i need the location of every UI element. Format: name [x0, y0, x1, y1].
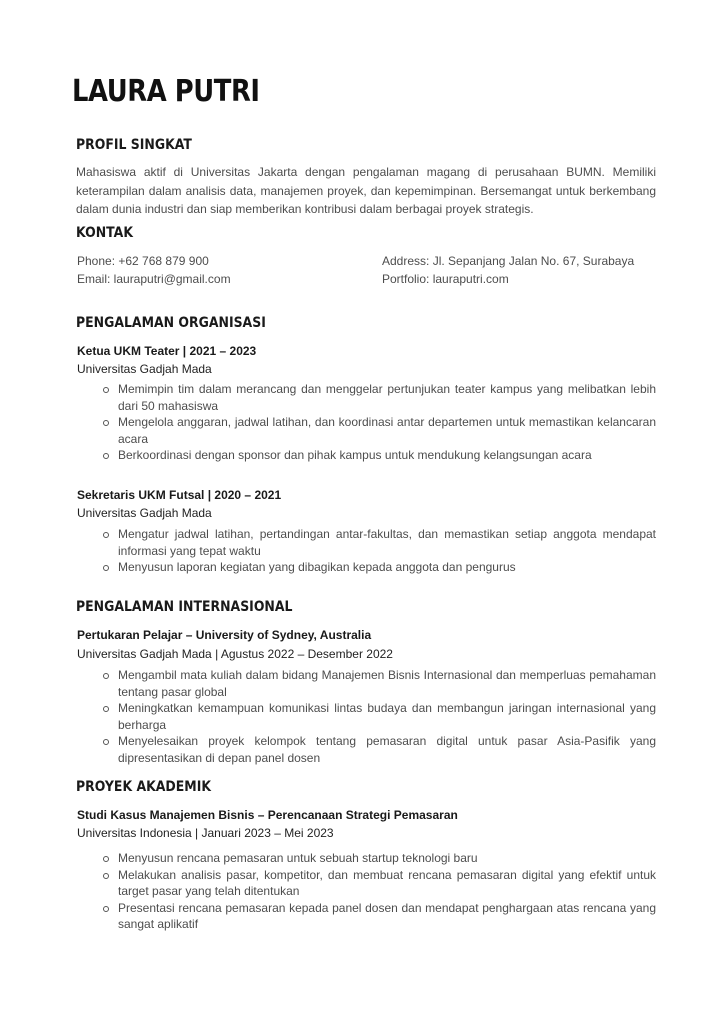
bullet-item: Mengatur jadwal latihan, pertandingan antar-fakultas, dan memastikan setiap anggota mendapat informasi yang tepat waktu — [100, 526, 656, 559]
entry-role: Ketua UKM Teater | 2021 – 2023 — [77, 344, 257, 358]
entry-organization: Universitas Gadjah Mada — [77, 506, 212, 520]
entry-bullets — [100, 381, 656, 464]
bullet-item: Presentasi rencana pemasaran kepada panel dosen dan mendapat penghargaan atas rencana yang sangat aplikatif — [100, 900, 656, 933]
entry-role: Pertukaran Pelajar – University of Sydney, Australia — [77, 628, 372, 642]
profile-heading: PROFIL SINGKAT — [76, 137, 192, 153]
bullet-item: Berkoordinasi dengan sponsor dan pihak kampus untuk mendukung kelangsungan acara — [100, 447, 656, 464]
candidate-name: LAURA PUTRI — [72, 74, 260, 109]
bullet-item: Menyelesaikan proyek kelompok tentang pemasaran digital untuk pasar Asia-Pasifik yang dipresentasikan di depan panel dosen — [100, 733, 656, 766]
entry-organization: Universitas Gadjah Mada — [77, 362, 212, 376]
contact-portfolio[interactable]: Portfolio: lauraputri.com — [382, 272, 509, 286]
bullet-item: Mengelola anggaran, jadwal latihan, dan koordinasi antar departemen untuk memastikan kelancaran acara — [100, 414, 656, 447]
bullet-item: Melakukan analisis pasar, kompetitor, dan membuat rencana pemasaran digital yang efektif untuk target pasar yang telah ditentukan — [100, 867, 656, 900]
contact-email[interactable]: Email: lauraputri@gmail.com — [77, 272, 231, 286]
profile-text: Mahasiswa aktif di Universitas Jakarta dengan pengalaman magang di perusahaan BUMN. Memiliki keterampilan dalam analisis data, manajemen proyek, dan kepemimpinan. Bersemangat untuk berkembang dalam dunia industri dan siap memberikan kontribusi dalam berbagai proyek strategis. — [76, 165, 656, 216]
entry-organization: Universitas Gadjah Mada | Agustus 2022 – Desember 2022 — [77, 647, 393, 661]
organization-heading: PENGALAMAN ORGANISASI — [76, 315, 266, 331]
bullet-item: Menyusun laporan kegiatan yang dibagikan kepada anggota dan pengurus — [100, 559, 656, 576]
entry-bullets — [100, 667, 656, 766]
bullet-item: Memimpin tim dalam merancang dan menggelar pertunjukan teater kampus yang melibatkan lebih dari 50 mahasiswa — [100, 381, 656, 414]
entry-organization: Universitas Indonesia | Januari 2023 – Mei 2023 — [77, 826, 334, 840]
entry-bullets — [100, 526, 656, 576]
contact-address: Address: Jl. Sepanjang Jalan No. 67, Surabaya — [382, 254, 635, 268]
entry-role: Sekretaris UKM Futsal | 2020 – 2021 — [77, 488, 282, 502]
international-heading: PENGALAMAN INTERNASIONAL — [76, 599, 293, 615]
entry-bullets — [100, 850, 656, 933]
bullet-item: Menyusun rencana pemasaran untuk sebuah startup teknologi baru — [100, 850, 656, 867]
contact-phone: Phone: +62 768 879 900 — [77, 254, 209, 268]
projects-heading: PROYEK AKADEMIK — [76, 779, 212, 795]
contact-heading: KONTAK — [76, 225, 134, 241]
bullet-item: Mengambil mata kuliah dalam bidang Manajemen Bisnis Internasional dan memperluas pemahaman tentang pasar global — [100, 667, 656, 700]
entry-role: Studi Kasus Manajemen Bisnis – Perencanaan Strategi Pemasaran — [77, 808, 458, 822]
bullet-item: Meningkatkan kemampuan komunikasi lintas budaya dan membangun jaringan internasional yang berharga — [100, 700, 656, 733]
